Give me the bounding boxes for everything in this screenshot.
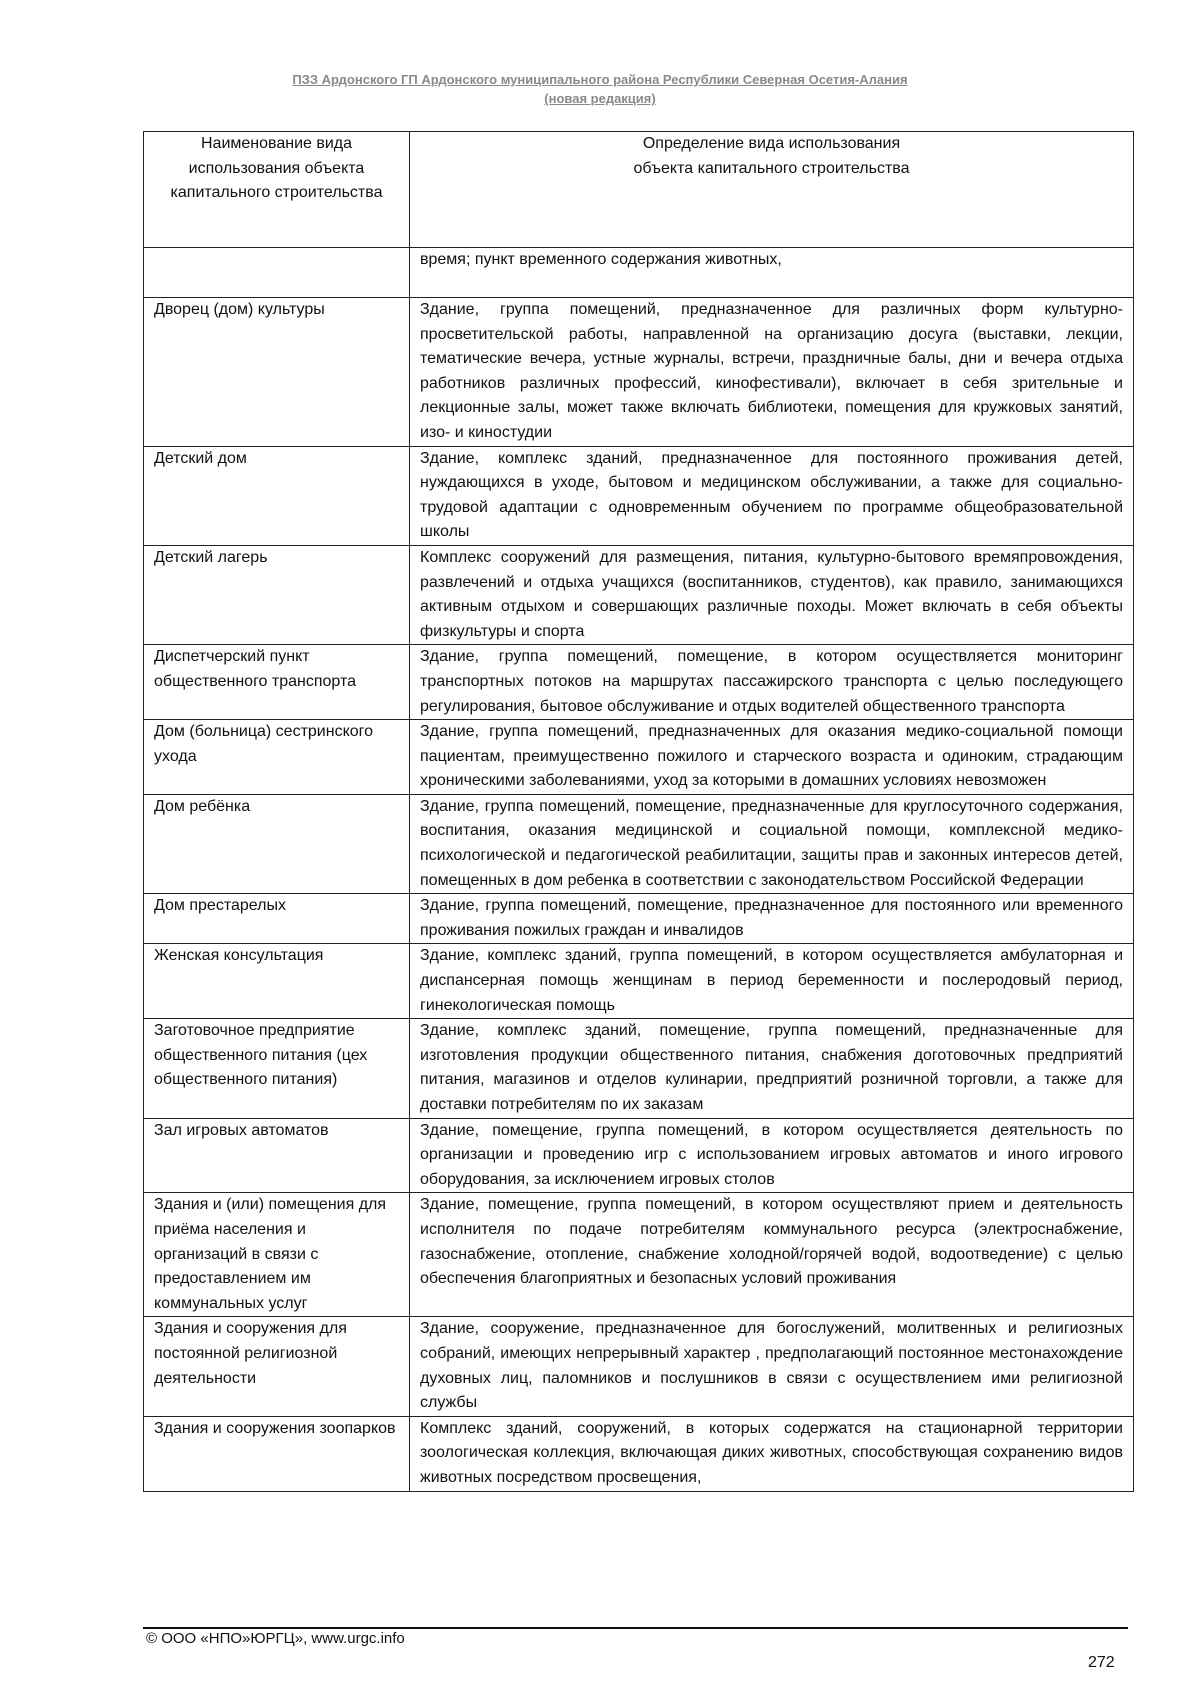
row-definition: Здание, комплекс зданий, предназначенное для постоянного проживания детей, нуждающихся в уходе, бытовом и медицинском обслуживании, а также для социально-трудовой адаптации с одновременным обучением по программе общеобразовательной школы: [410, 446, 1134, 545]
row-definition: Здание, группа помещений, помещение, предназначенное для постоянного или временного проживания пожилых граждан и инвалидов: [410, 894, 1134, 944]
row-name: [144, 248, 410, 298]
row-name: Детский лагерь: [144, 545, 410, 644]
table-row: [144, 720, 1134, 795]
row-definition: Комплекс зданий, сооружений, в которых содержатся на стационарной территории зоологическая коллекция, включающая диких животных, способствующая сохранению видов животных посредством просвещения,: [410, 1416, 1134, 1491]
definitions-table: [143, 131, 1134, 1492]
page-header: [0, 70, 1200, 108]
table-row: [144, 1193, 1134, 1317]
row-definition: Здание, группа помещений, предназначенное для различных форм культурно-просветительской работы, направленной на организацию досуга (выставки, лекции, тематические вечера, устные журналы, встречи, праздничные балы, дни и вечера отдыха работников различных профессий, кинофестивали), включает в себя зрительные и лекционные залы, может также включать библиотеки, помещения для кружковых занятий, изо- и киностудии: [410, 298, 1134, 447]
column-header-definition: [410, 132, 1134, 248]
row-name: Дворец (дом) культуры: [144, 298, 410, 447]
column-header-definition-line-1: Определение вида использования: [642, 135, 901, 152]
page-number: 272: [1088, 1654, 1115, 1671]
header-line-1: ПЗЗ Ардонского ГП Ардонского муниципального района Республики Северная Осетия-Алания: [292, 72, 908, 87]
table-row: [144, 446, 1134, 545]
row-definition: Комплекс сооружений для размещения, питания, культурно-бытового времяпровождения, развлечений и отдыха учащихся (воспитанников, студентов), как правило, занимающихся активным отдыхом и совершающих различные походы. Может включать в себя объекты физкультуры и спорта: [410, 545, 1134, 644]
row-definition: Здание, сооружение, предназначенное для богослужений, молитвенных и религиозных собраний, имеющих непрерывный характер , предполагающий постоянное местонахождение духовных лиц, паломников и послушников в связи с осуществлением ими религиозной службы: [410, 1317, 1134, 1416]
row-name: Здания и сооружения зоопарков: [144, 1416, 410, 1491]
header-line-2: (новая редакция): [544, 91, 656, 106]
table-row: [144, 894, 1134, 944]
row-definition: Здание, группа помещений, помещение, в котором осуществляется мониторинг транспортных потоков на маршрутах пассажирского транспорта с целью последующего регулирования, бытовое обслуживание и отдых водителей общественного транспорта: [410, 645, 1134, 720]
row-name: Здания и сооружения для постоянной религиозной деятельности: [144, 1317, 410, 1416]
table-row: [144, 1317, 1134, 1416]
row-definition: Здание, группа помещений, предназначенных для оказания медико-социальной помощи пациентам, преимущественно пожилого и старческого возраста и одиноким, страдающим хроническими заболеваниями, уход за которыми в домашних условиях невозможен: [410, 720, 1134, 795]
row-name: Заготовочное предприятие общественного питания (цех общественного питания): [144, 1019, 410, 1118]
row-definition: Здание, помещение, группа помещений, в котором осуществляется деятельность по организации и проведению игр с использованием игровых автоматов и иного игрового оборудования, за исключением игровых столов: [410, 1118, 1134, 1193]
table-row: [144, 298, 1134, 447]
row-definition: Здание, комплекс зданий, помещение, группа помещений, предназначенные для изготовления продукции общественного питания, снабжения доготовочных предприятий питания, магазинов и отделов кулинарии, предприятий розничной торговли, а также для доставки потребителям по их заказам: [410, 1019, 1134, 1118]
footer-divider: [143, 1627, 1128, 1629]
footer-copyright: © ООО «НПО»ЮРГЦ», www.urgc.info: [146, 1630, 405, 1647]
row-name: Детский дом: [144, 446, 410, 545]
row-definition: Здание, группа помещений, помещение, предназначенные для круглосуточного содержания, воспитания, оказания медицинской и социальной помощи, комплексной медико-психологической и педагогической реабилитации, защиты прав и законных интересов детей, помещенных в дом ребенка в соответствии с законодательством Российской Федерации: [410, 794, 1134, 893]
table-row: [144, 944, 1134, 1019]
table-row: [144, 645, 1134, 720]
row-name: Дом ребёнка: [144, 794, 410, 893]
table-row: [144, 1019, 1134, 1118]
table-row: [144, 545, 1134, 644]
table-row: [144, 248, 1134, 298]
row-name: Дом престарелых: [144, 894, 410, 944]
column-header-definition-line-2: объекта капитального строительства: [633, 159, 910, 177]
row-definition: Здание, помещение, группа помещений, в котором осуществляют прием и деятельность исполнителя по подаче потребителям коммунального ресурса (электроснабжение, газоснабжение, отопление, снабжение холодной/горячей водой, водоотведение) с целью обеспечения благоприятных и безопасных условий проживания: [410, 1193, 1134, 1317]
row-name: Дом (больница) сестринского ухода: [144, 720, 410, 795]
row-definition: Здание, комплекс зданий, группа помещений, в котором осуществляется амбулаторная и диспансерная помощь женщинам в период беременности и послеродовый период, гинекологическая помощь: [410, 944, 1134, 1019]
table-row: [144, 1416, 1134, 1491]
table-header-row: [144, 132, 1134, 248]
row-name: Диспетчерский пункт общественного транспорта: [144, 645, 410, 720]
table-row: [144, 1118, 1134, 1193]
row-name: Женская консультация: [144, 944, 410, 1019]
row-name: Здания и (или) помещения для приёма населения и организаций в связи с предоставлением им коммунальных услуг: [144, 1193, 410, 1317]
row-name: Зал игровых автоматов: [144, 1118, 410, 1193]
row-definition: время; пункт временного содержания животных,: [410, 248, 1134, 298]
column-header-name: Наименование вида использования объекта капитального строительства: [144, 132, 410, 248]
table-row: [144, 794, 1134, 893]
